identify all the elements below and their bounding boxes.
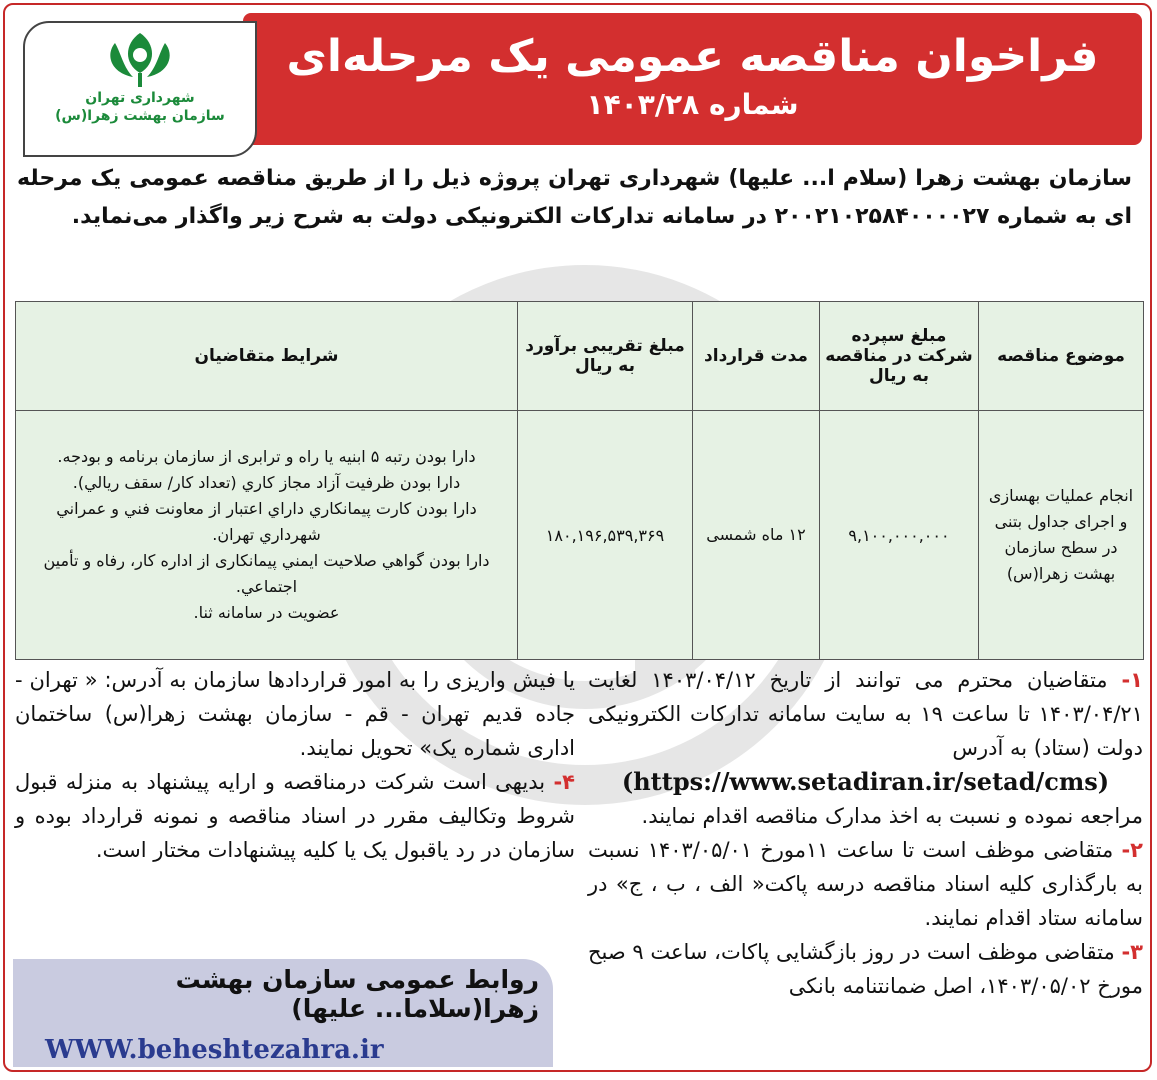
intro-paragraph: سازمان بهشت زهرا (سلام ا... علیها) شهرداری تهران پروژه ذیل را از طریق مناقصه عمومی یک مرحله ای به شماره ۲۰۰۲۱۰۲۵۸۴۰۰۰۰۲۷ در سامانه تدارکات الکترونیکی دولت به شرح زیر واگذار می‌نماید.	[17, 166, 1132, 229]
item-1-number: ۱-	[1121, 668, 1143, 692]
items-column-right	[588, 663, 1143, 1003]
tulip-emblem-icon	[95, 29, 185, 89]
tender-table	[15, 301, 1144, 660]
item-3-number: ۳-	[1121, 940, 1143, 964]
item-2-number: ۲-	[1121, 838, 1143, 862]
table-row	[16, 411, 1144, 660]
cell-estimate: ۱۸۰,۱۹۶,۵۳۹,۳۶۹	[518, 411, 693, 660]
item-1-continued: مراجعه نموده و نسبت به اخذ مدارک مناقصه اقدام نمایند.	[641, 804, 1143, 828]
condition-item: دارا بودن کارت پیمانکاري داراي اعتبار از معاونت فني و عمراني شهرداري تهران.	[56, 499, 477, 544]
title-banner	[243, 13, 1142, 145]
cell-subject: انجام عملیات بهسازی و اجرای جداول بتنی در سطح سازمان بهشت زهرا(س)	[979, 411, 1144, 660]
setad-url-link[interactable]: (https://www.setadiran.ir/setad/cms)	[621, 767, 1110, 796]
page-title: فراخوان مناقصه عمومی یک مرحله‌ای	[286, 31, 1099, 82]
item-3	[588, 935, 1143, 1003]
logo-line-1: شهرداری تهران	[85, 90, 195, 106]
item-2-text: متقاضی موظف است تا ساعت ۱۱مورخ ۱۴۰۳/۰۵/۰۱ نسبت به بارگذاری کلیه اسناد مناقصه درسه پاکت« الف ، ب ، ج» در سامانه ستاد اقدام نمایند.	[588, 838, 1143, 930]
condition-item: دارا بودن ظرفيت آزاد مجاز كاري (تعداد كار/ سقف ريالي).	[72, 473, 461, 492]
cell-conditions	[16, 411, 518, 660]
condition-item: دارا بودن رتبه ۵ ابنیه یا راه و ترابری از سازمان برنامه و بودجه.	[57, 447, 476, 466]
footer	[13, 959, 553, 1067]
items-column-left	[15, 663, 575, 867]
header-estimate: مبلغ تقریبی برآورد به ریال	[518, 302, 693, 411]
table-header-row	[16, 302, 1144, 411]
cell-deposit: ۹,۱۰۰,۰۰۰,۰۰۰	[820, 411, 979, 660]
item-1	[588, 663, 1143, 765]
header-duration: مدت قرارداد	[693, 302, 820, 411]
item-3-text: متقاضی موظف است در روز بازگشایی پاکات، ساعت ۹ صبح مورخ ۱۴۰۳/۰۵/۰۲، اصل ضمانتنامه بانکی	[588, 940, 1143, 998]
website-link[interactable]: WWW.beheshtezahra.ir	[45, 1035, 384, 1065]
item-4-text: بدیهی است شرکت درمناقصه و ارایه پیشنهاد به منزله قبول شروط وتکالیف مقرر در اسناد مناقصه و نمونه قرارداد بوده و سازمان در رد یاقبول یک یا کلیه پیشنهادات مختار است.	[15, 770, 575, 862]
tender-number: شماره ۱۴۰۳/۲۸	[586, 88, 799, 121]
header	[13, 13, 1142, 153]
header-conditions: شرایط متقاضیان	[16, 302, 518, 411]
condition-item: دارا بودن گواهي صلاحیت ايمني پيمانكاری از اداره کار، رفاه و تأمین اجتماعي.	[43, 551, 490, 596]
header-subject: موضوع مناقصه	[979, 302, 1144, 411]
item-2	[588, 833, 1143, 935]
footer-org: روابط عمومی سازمان بهشت زهرا(سلاما... علیها)	[175, 965, 539, 1023]
cell-duration: ۱۲ ماه شمسی	[693, 411, 820, 660]
item-4	[15, 765, 575, 867]
logo	[23, 21, 257, 157]
header-deposit: مبلغ سپرده شرکت در مناقصه به ریال	[820, 302, 979, 411]
tender-notice	[3, 3, 1152, 1072]
item-1-text: متقاضیان محترم می توانند از تاریخ ۱۴۰۳/۰۴/۱۲ لغایت ۱۴۰۳/۰۴/۲۱ تا ساعت ۱۹ به سایت سامانه تدارکات الکترونیکی دولت (ستاد) به آدرس	[588, 668, 1143, 760]
item-4-number: ۴-	[553, 770, 575, 794]
condition-item: عضویت در سامانه ثنا.	[193, 603, 340, 622]
logo-line-2: سازمان بهشت زهرا(س)	[55, 108, 225, 124]
item-3-continued: یا فیش واریزی را به امور قراردادها سازمان به آدرس: « تهران - جاده قدیم تهران - قم - سازمان بهشت زهرا(س) ساختمان اداری شماره یک» تحویل نمایند.	[15, 668, 575, 760]
